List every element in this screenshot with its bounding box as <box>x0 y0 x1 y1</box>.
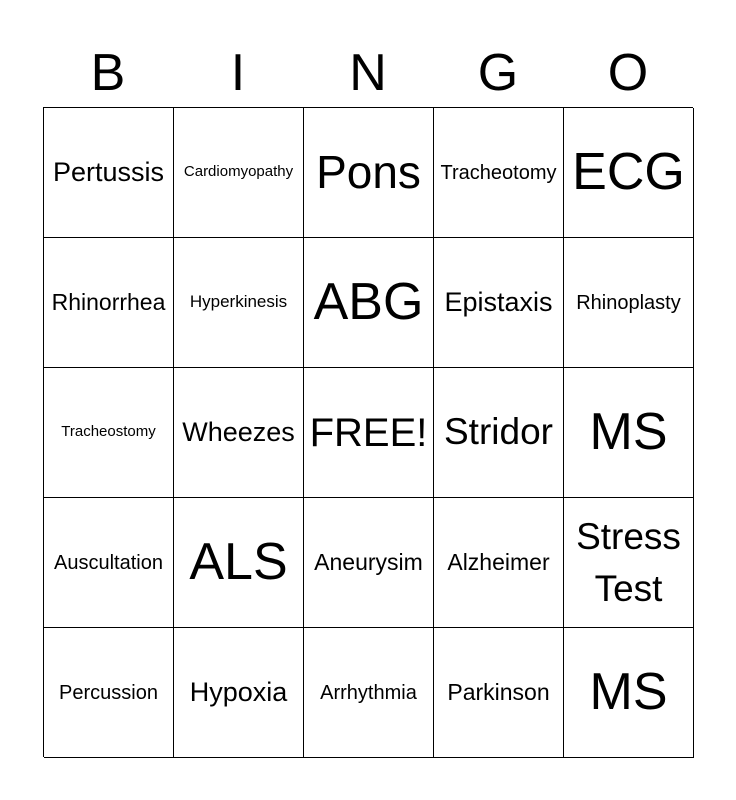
bingo-cell <box>44 498 174 628</box>
cell-text: ABG <box>313 272 424 331</box>
bingo-cell <box>564 498 694 628</box>
cell-text: MS <box>589 662 668 721</box>
bingo-cell <box>174 108 304 238</box>
bingo-cell <box>44 628 174 758</box>
bingo-board <box>43 107 693 757</box>
cell-text: Arrhythmia <box>320 681 417 704</box>
bingo-cell <box>564 108 694 238</box>
cell-text: Pertussis <box>52 156 165 187</box>
bingo-cell <box>174 238 304 368</box>
cell-text: Parkinson <box>447 678 550 705</box>
header-letter-n: N <box>349 44 387 102</box>
bingo-cell <box>304 238 434 368</box>
header-letter-b: B <box>90 44 126 102</box>
bingo-cell <box>44 108 174 238</box>
bingo-cell <box>304 108 434 238</box>
cell-text: Rhinorrhea <box>51 288 166 315</box>
cell-text: ECG <box>572 142 685 201</box>
cell-text: MS <box>589 402 668 461</box>
header-letter-o: O <box>607 44 649 102</box>
bingo-header <box>43 42 693 104</box>
bingo-cell <box>434 108 564 238</box>
cell-text: Cardiomyopathy <box>183 163 294 181</box>
free-space <box>304 368 434 498</box>
cell-text: Rhinoplasty <box>576 291 681 314</box>
bingo-cell <box>174 628 304 758</box>
cell-text: Pons <box>316 146 421 199</box>
bingo-cell <box>44 238 174 368</box>
cell-text: Hyperkinesis <box>189 292 288 312</box>
cell-text: ALS <box>189 532 288 591</box>
bingo-cell <box>44 368 174 498</box>
cell-text: Auscultation <box>54 551 163 574</box>
cell-text: Hypoxia <box>189 676 288 707</box>
cell-text: Wheezes <box>182 416 295 447</box>
bingo-cell <box>304 498 434 628</box>
bingo-cell <box>304 628 434 758</box>
bingo-cell <box>434 368 564 498</box>
bingo-cell <box>434 238 564 368</box>
cell-text: Tracheotomy <box>440 161 557 184</box>
bingo-cell <box>564 238 694 368</box>
cell-text: Percussion <box>59 681 158 704</box>
cell-text: Aneurysim <box>314 548 423 575</box>
cell-text: Alzheimer <box>447 548 550 575</box>
bingo-cell <box>564 368 694 498</box>
cell-text: Stress Test <box>576 515 681 609</box>
header-letter-i: I <box>230 44 246 102</box>
cell-text: Tracheostomy <box>61 423 156 441</box>
bingo-cell <box>174 498 304 628</box>
bingo-cell <box>434 628 564 758</box>
cell-text: FREE! <box>309 410 428 455</box>
header-letter-g: G <box>477 44 519 102</box>
bingo-cell <box>564 628 694 758</box>
cell-text: Epistaxis <box>444 286 553 317</box>
bingo-cell <box>174 368 304 498</box>
cell-text: Stridor <box>444 411 553 453</box>
bingo-cell <box>434 498 564 628</box>
